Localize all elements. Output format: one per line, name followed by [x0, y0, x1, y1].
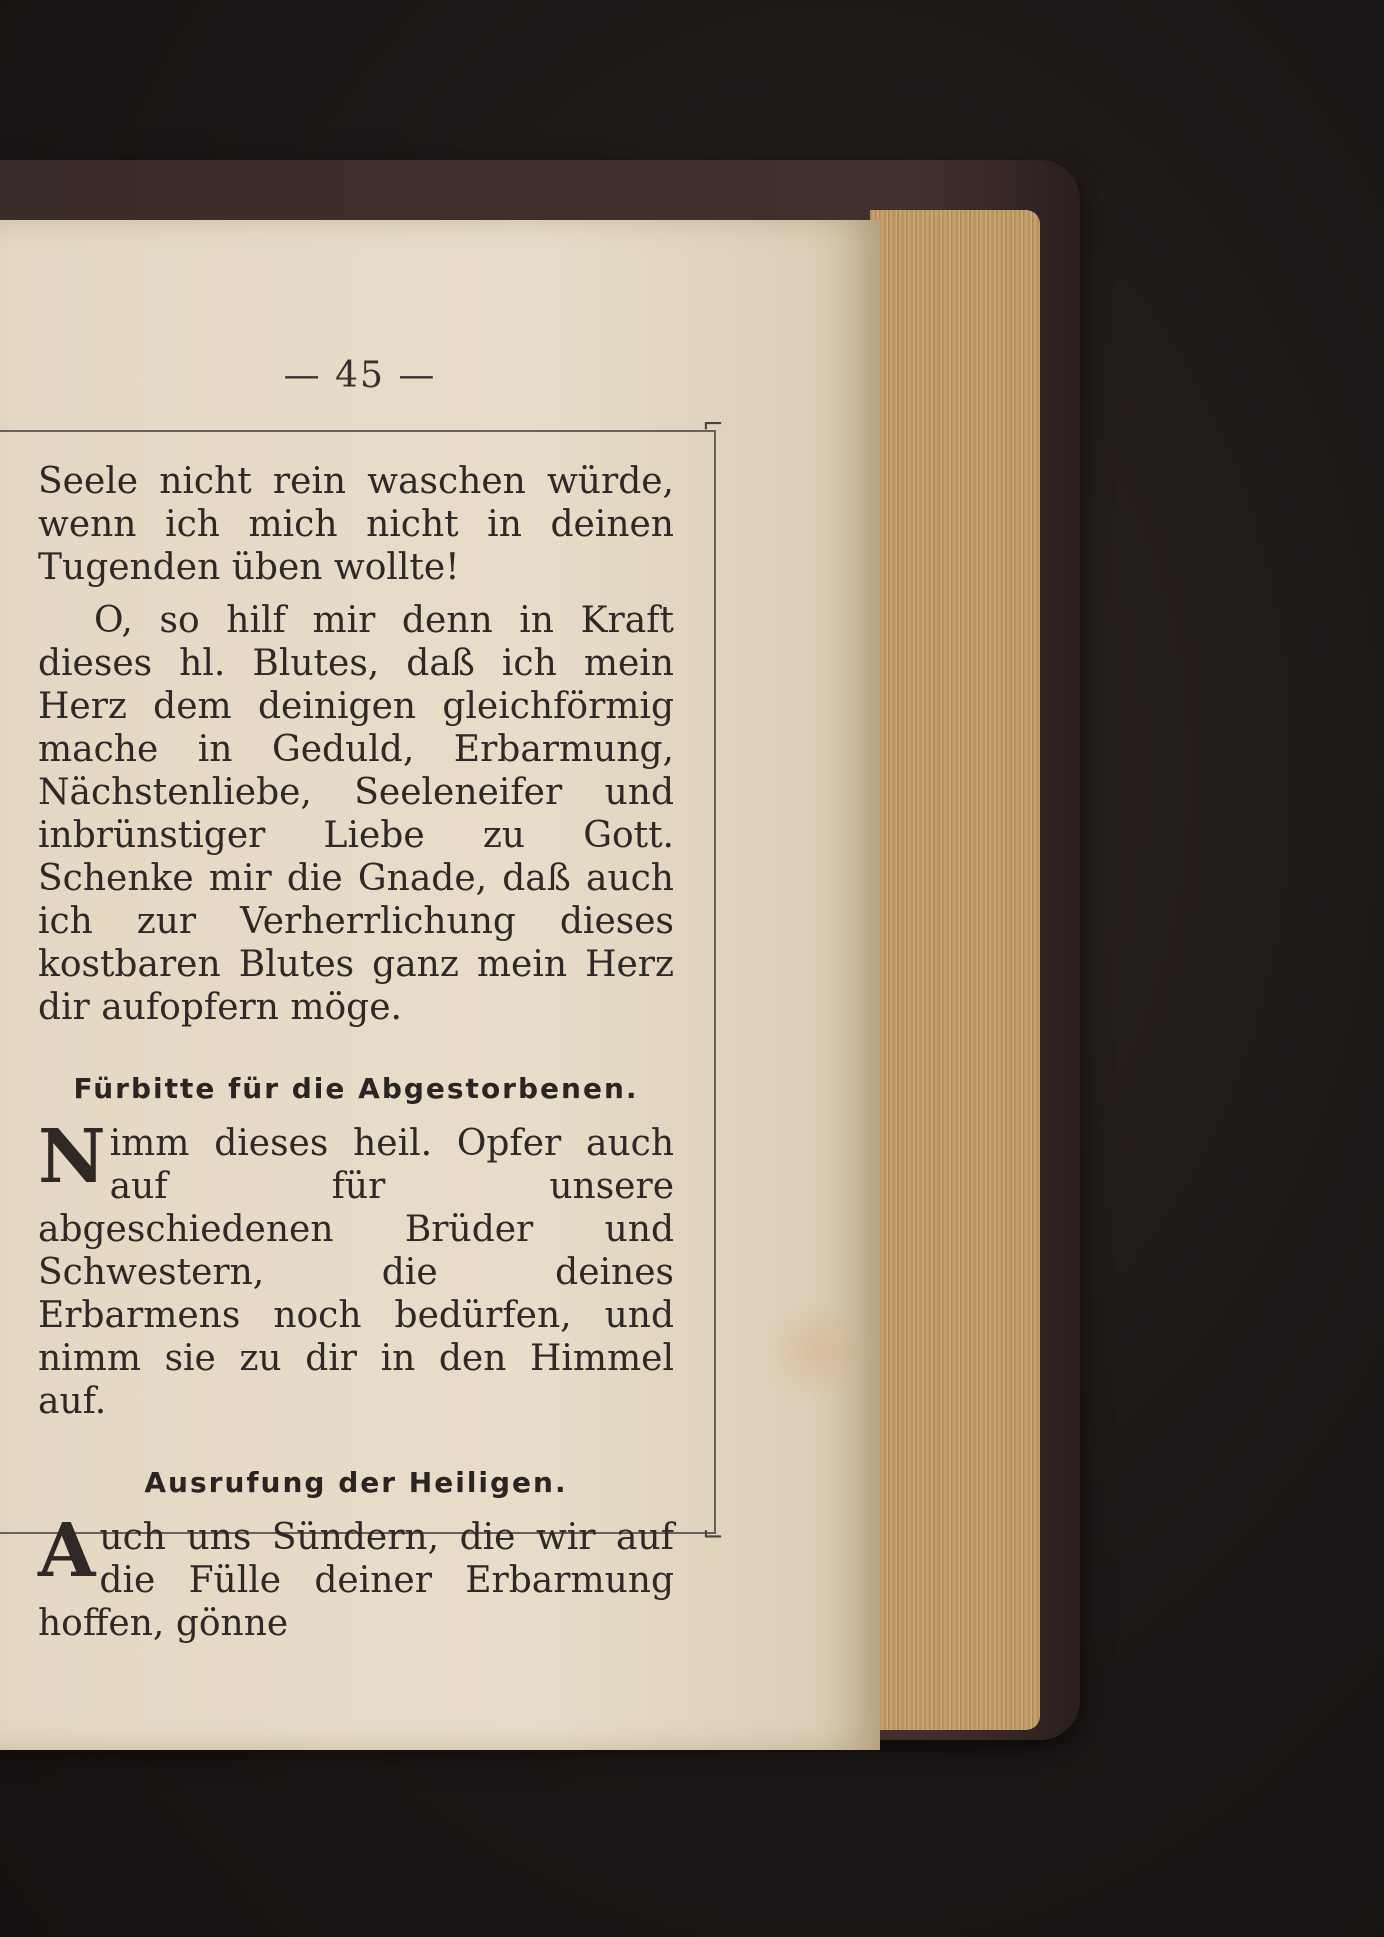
page-edges	[870, 210, 1040, 1730]
paragraph: O, so hilf mir denn in Kraft dieses hl. Blutes, daß ich mein Herz dem deinigen gleichförmig mache in Geduld, Erbarmung, Nächstenliebe, Seeleneifer und inbrünstiger Liebe zu Gott. Schenke mir die Gnade, daß auch ich zur Verherrlichung dieses kostbaren Blutes ganz mein Herz dir aufopfern möge.	[38, 600, 674, 1028]
paragraph-text: uch uns Sündern, die wir auf die Fülle deiner Erbarmung hoffen, gönne	[38, 1517, 674, 1644]
drop-cap: N	[38, 1114, 106, 1200]
paragraph: Seele nicht rein waschen würde, wenn ich mich nicht in deinen Tugenden üben wollte!	[38, 461, 674, 588]
text-block	[38, 460, 674, 1645]
paragraph-text: imm dieses heil. Opfer auch auf für unsere abgeschiedenen Brüder und Schwestern, die deines Erbarmens noch bedürfen, und nimm sie zu dir in den Himmel auf.	[38, 1123, 674, 1422]
page-number: — 45 —	[283, 355, 437, 396]
drop-cap: A	[38, 1508, 96, 1594]
page-stain	[760, 1300, 870, 1400]
paragraph	[38, 1114, 674, 1423]
section-heading: Ausrufung der Heiligen.	[144, 1466, 568, 1499]
frame-corner-ornament: ⌙	[702, 1518, 724, 1548]
frame-corner-ornament: ⌐	[702, 410, 724, 440]
section-heading: Fürbitte für die Abgestorbenen.	[73, 1072, 639, 1105]
paragraph	[38, 1508, 674, 1645]
